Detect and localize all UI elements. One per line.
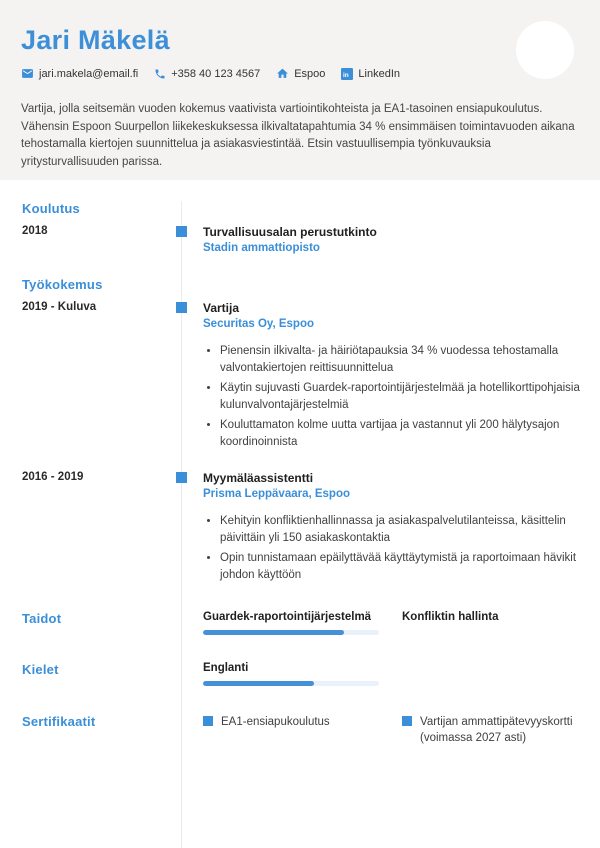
experience-title: Vartija (203, 301, 240, 315)
timeline-marker (176, 472, 187, 483)
education-org-link[interactable]: Stadin ammattiopisto (203, 242, 320, 254)
language-label: Englanti (203, 662, 249, 674)
certificate-square-icon (402, 716, 412, 726)
experience-org-link[interactable]: Prisma Leppävaara, Espoo (203, 488, 351, 500)
experience-entry (203, 471, 580, 583)
skill-progress-bar (203, 630, 379, 635)
experience-org-link[interactable]: Securitas Oy, Espoo (203, 318, 314, 330)
contact-location (276, 67, 325, 80)
contact-email-text: jari.makela@email.fi (39, 67, 139, 80)
section-heading-kielet: Kielet (22, 662, 59, 677)
contact-linkedin-text: LinkedIn (358, 67, 401, 80)
timeline-marker (176, 226, 187, 237)
contact-phone-text: +358 40 123 4567 (171, 67, 261, 80)
education-date: 2018 (22, 225, 48, 237)
bullet-item: • Opin tunnistamaan epäilyttävää käyttäytymistä ja raportoimaan hävikit johdon käyttöön (220, 550, 580, 583)
experience-bullets (203, 513, 580, 583)
section-heading-koulutus: Koulutus (22, 201, 80, 216)
header (0, 0, 600, 180)
certificate-item (402, 714, 580, 746)
section-heading-sertifikaatit: Sertifikaatit (22, 714, 96, 729)
home-icon (276, 67, 289, 80)
bullet-item: • Käytin sujuvasti Guardek-raportointijärjestelmää ja hotellikorttipohjaisia kulunvalvontajärjestelmiä (220, 380, 580, 413)
certificate-text: Vartijan ammattipätevyyskortti (voimassa 2027 asti) (420, 716, 573, 744)
summary-text: Vartija, jolla seitsemän vuoden kokemus vaativista vartiointikohteista ja EA1-tasoinen ensiapukoulutus. Vähensin Espoon Suurpellon liikekeskuksessa ilkivaltatapahtumia 34 % ensimmäisen toimintavuoden aikana tehostamalla kiertojen suunnittelua ja asiakasviestintää. Etsin vastuullisempia työnkuvauksia yritysturvallisuuden parissa. (21, 103, 575, 168)
skill-label: Konfliktin hallinta (402, 611, 499, 623)
language-progress-bar (203, 681, 379, 686)
contact-location-text: Espoo (294, 67, 326, 80)
contact-linkedin[interactable] (341, 68, 400, 80)
skill-label: Guardek-raportointijärjestelmä (203, 611, 372, 623)
certificate-item (203, 714, 402, 746)
linkedin-icon (341, 68, 353, 80)
cv-body (0, 201, 600, 848)
experience-date: 2016 - 2019 (22, 471, 84, 483)
languages-grid (203, 662, 580, 686)
bullet-item: • Pienensin ilkivalta- ja häiriötapauksia 34 % vuodessa tehostamalla valvontakiertojen reittisuunnittelua (220, 343, 580, 376)
certificate-square-icon (203, 716, 213, 726)
education-title: Turvallisuusalan perustutkinto (203, 225, 377, 239)
experience-date: 2019 - Kuluva (22, 301, 97, 313)
certificate-text: EA1-ensiapukoulutus (221, 716, 330, 728)
contact-phone[interactable] (154, 68, 260, 80)
section-heading-taidot: Taidot (22, 611, 62, 626)
contact-row (21, 67, 580, 80)
skill-progress-fill (203, 630, 344, 635)
experience-entry (203, 301, 580, 450)
timeline-marker (176, 302, 187, 313)
svg-text:in: in (343, 71, 350, 79)
skills-grid (203, 611, 580, 635)
experience-title: Myymäläassistentti (203, 471, 314, 485)
section-heading-tyokokemus: Työkokemus (22, 277, 103, 292)
language-progress-fill (203, 681, 314, 686)
experience-bullets (203, 343, 580, 450)
skill-item (402, 611, 580, 635)
phone-icon (154, 68, 166, 80)
education-entry (203, 225, 580, 254)
bullet-item: • Kehityin konfliktienhallinnassa ja asiakaspalvelutilanteissa, käsittelin päivittäin yli 150 asiakaskontaktia (220, 513, 580, 546)
contact-email[interactable] (21, 67, 138, 80)
avatar (516, 21, 574, 79)
skill-item (203, 611, 402, 635)
bullet-item: • Kouluttamaton kolme uutta vartijaa ja vastannut yli 200 hälytysajon koordinoinnista (220, 417, 580, 450)
email-icon (21, 67, 34, 80)
certificates-grid (203, 714, 580, 746)
language-item (203, 662, 402, 686)
page-title: Jari Mäkelä (21, 25, 170, 55)
